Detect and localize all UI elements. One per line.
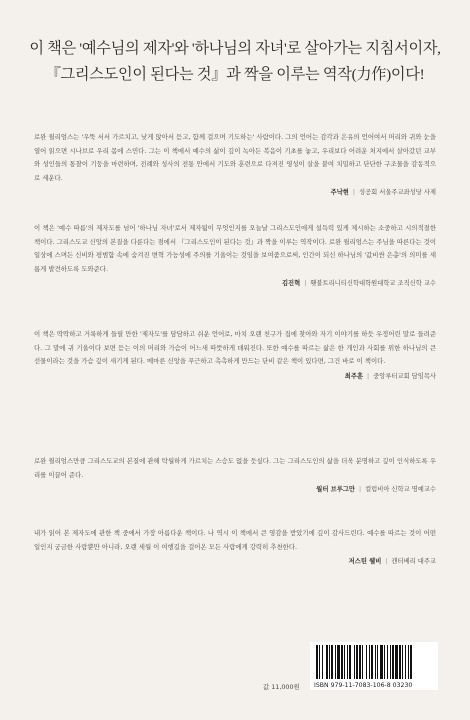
barcode-bar [377,645,378,679]
barcode-bar [354,645,355,679]
barcode-bar [384,645,385,679]
barcode-bar [395,645,398,679]
endorsement-1 [34,131,436,200]
endorser-affiliation: 중앙루터교회 담임목사 [373,372,436,380]
price-label: 값 11,000원 [263,683,300,691]
attribution-separator: | [367,372,370,380]
endorser-affiliation: 컬럼비아 신학교 명예교수 [365,486,436,493]
barcode-bar [375,645,376,679]
barcode-bar [344,645,345,679]
endorsement-attribution [34,277,436,291]
barcode-bar [316,645,318,679]
endorser-name: 최주훈 [344,372,364,380]
headline-line-2: 『그리스도인이 된다는 것』과 짝을 이루는 역작(力作)이다! [45,66,425,83]
endorser-affiliation: 성공회 서울주교좌성당 사제 [359,189,436,196]
attribution-separator: | [358,486,362,493]
barcode-icon [310,642,438,682]
attribution-separator: | [352,189,355,196]
barcode-bar [337,645,340,679]
barcode-bar [326,645,328,679]
barcode-bar [392,645,394,679]
barcode-bar [329,645,330,679]
endorser-name: 주낙현 [330,189,349,196]
endorsement-text: 내가 읽어 본 제자도에 관한 책 중에서 가장 아름다운 책이다. 나 역시 이 책에서 큰 영감을 받았기에 깊이 감사드린다. 예수를 따르는 것이 어떤 일인지 궁금한 사람뿐만 아니라, 오랜 세월 이 여행길을 걸어온 모든 사람에게 강력히 추천한다. [34,529,436,551]
barcode-bar [402,645,403,679]
endorsement-text: 이 책은 '예수 따름'의 제자도를 넘어 '하나님 자녀'로서 제자됨이 무엇인지를 오늘날 그리스도인에게 설득력 있게 제시하는 소중하고 시의적절한 책이다. 그리스도교 신앙의 본질을 다룬다는 점에서 『그리스도인이 된다는 것』과 짝을 이루는 역작이다. 로완 윌리엄스는 주님을 따른다는 것이 일상에 스며든 신비와 평범함 속에 숨겨진 변혁 가능성에 주의를 기울이는 것임을 보여줌으로써, 인간이 되신 하나님의 '값비싼 은총'의 의미를 새롭게 발견하도록 도와준다. [34,224,436,273]
barcode-bar [347,645,348,679]
barcode-bar [366,645,367,679]
endorser-affiliation: 횃불트리니티신학대학원대학교 조직신학 교수 [310,280,436,287]
attribution-separator: | [304,280,307,287]
barcode-bar [356,645,358,679]
barcode-bar [390,645,391,679]
endorsement-text: 이 책은 딱딱하고 거룩하게 들릴 만한 '제자도'를 담담하고 쉬운 언어로, 마치 오랜 친구가 집에 찾아와 자기 이야기를 하듯 우정어린 말로 들려준다. 그 말에 귀 기울이다 보면 듣는 이의 머리와 가슴이 어느새 따뜻하게 데워진다. 또한 예수를 따르는 삶은 한 개인과 사회를 위한 하나님의 큰 선물이라는 것을 가슴 깊이 새기게 된다. 메마른 신앙을 푸근하고 촉촉하게 만드는 단비 같은 책이 있다면, 그건 바로 이 책이다. [34,330,436,365]
barcode-bar [349,645,351,679]
endorsement-2 [34,222,436,291]
barcode-bar [359,645,361,679]
barcode-bar [319,645,320,679]
endorsement-3 [34,328,436,383]
barcode-bar [387,645,388,679]
isbn-barcode [310,642,438,690]
barcode-bar [410,645,412,679]
attribution-separator: | [385,558,388,565]
barcode-bar [380,645,383,679]
barcode-bar [362,645,363,679]
headline-line-1: 이 책은 '예수님의 제자'와 '하나님의 자녀'로 살아가는 지침서이자, [29,40,441,57]
barcode-bar [399,645,401,679]
endorsement-4 [34,455,436,497]
barcode-bar [408,645,409,679]
barcode-bar [405,645,406,679]
barcode-bar [322,645,323,679]
endorsement-attribution [34,370,436,384]
barcode-bar [371,645,373,679]
endorser-name: 김진혁 [281,280,301,287]
endorsement-attribution [34,483,436,497]
barcode-bar [369,645,370,679]
barcode-bar [341,645,343,679]
endorsement-attribution [34,555,436,569]
endorser-name: 월터 브루그만 [316,486,355,493]
barcode-bar [335,645,336,679]
endorsement-attribution [34,186,436,200]
endorser-affiliation: 캔터베리 대주교 [391,558,436,565]
back-cover-headline [0,36,470,88]
barcode-bar [331,645,333,679]
endorsement-text: 로완 윌리엄스는 '우뚝 서서 가르치고, 낮게 앉아서 듣고, 함께 걸으며 기도하는' 사람이다. 그의 언어는 감각과 은유의 언어여서 머리와 귀와 눈을 열어 읽으면 시나브로 우리 몸에 스민다. 그는 이 책에서 예수의 삶이 깊이 녹아든 복음이 기초를 놓고, 우리보다 어려운 처지에서 살아갔던 교부와 성인들의 통찰이 기둥을 마련하며, 전례와 성사의 전통 안에서 기도와 훈련으로 다져진 영성이 살을 붙여 치밀하고 단단한 구조물을 감동적으로 세운다. [34,133,436,182]
endorsement-5 [34,527,436,569]
isbn-number: ISBN 979-11-7083-106-8 03230 [314,682,413,689]
endorser-name: 저스틴 웰비 [348,558,382,565]
endorsement-text: 로완 윌리엄스만큼 그리스도교의 본질에 관해 탁월하게 가르치는 스승도 없을 듯싶다. 그는 그리스도인의 삶을 더욱 분명하고 깊이 인식하도록 우리를 이끌어 준다. [34,457,436,479]
